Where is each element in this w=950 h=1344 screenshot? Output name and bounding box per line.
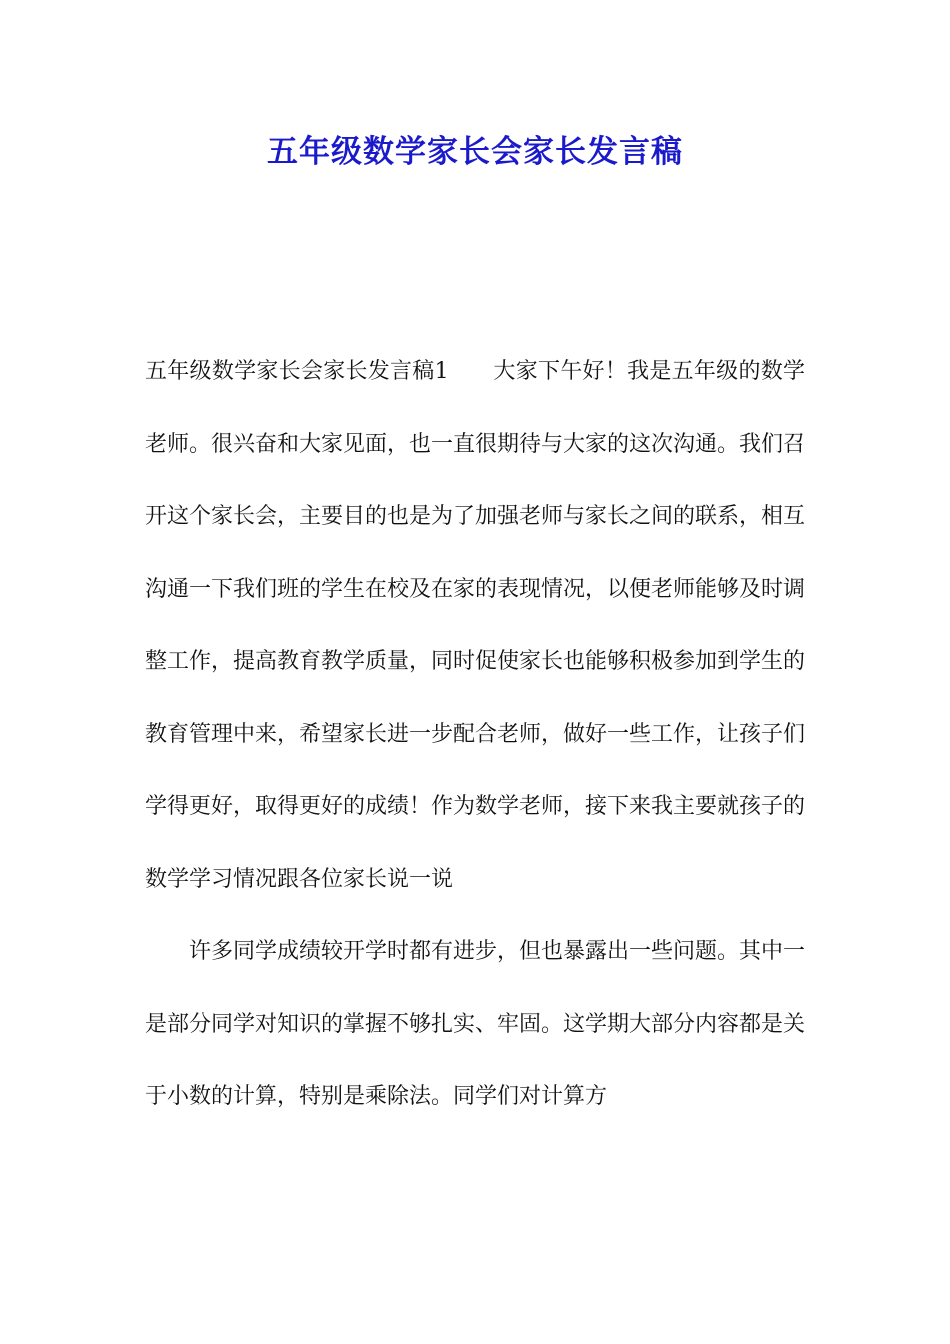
paragraph-1: 五年级数学家长会家长发言稿1 大家下午好！我是五年级的数学老师。很兴奋和大家见面，也一直很期待与大家的这次沟通。我们召开这个家长会，主要目的也是为了加强老师与家长之间的联系，相互沟通一下我们班的学生在校及在家的表现情况，以便老师能够及时调整工作，提高教育教学质量，同时促使家长也能够积极参加到学生的教育管理中来，希望家长进一步配合老师，做好一些工作，让孩子们学得更好，取得更好的成绩！作为数学老师，接下来我主要就孩子的数学学习情况跟各位家长说一说 <box>145 359 806 892</box>
document-body <box>145 336 805 1134</box>
paragraph-2: 许多同学成绩较开学时都有进步，但也暴露出一些问题。其中一是部分同学对知识的掌握不够扎实、牢固。这学期大部分内容都是关于小数的计算，特别是乘除法。同学们对计算方 <box>145 939 806 1109</box>
document-title: 五年级数学家长会家长发言稿 <box>267 134 683 170</box>
